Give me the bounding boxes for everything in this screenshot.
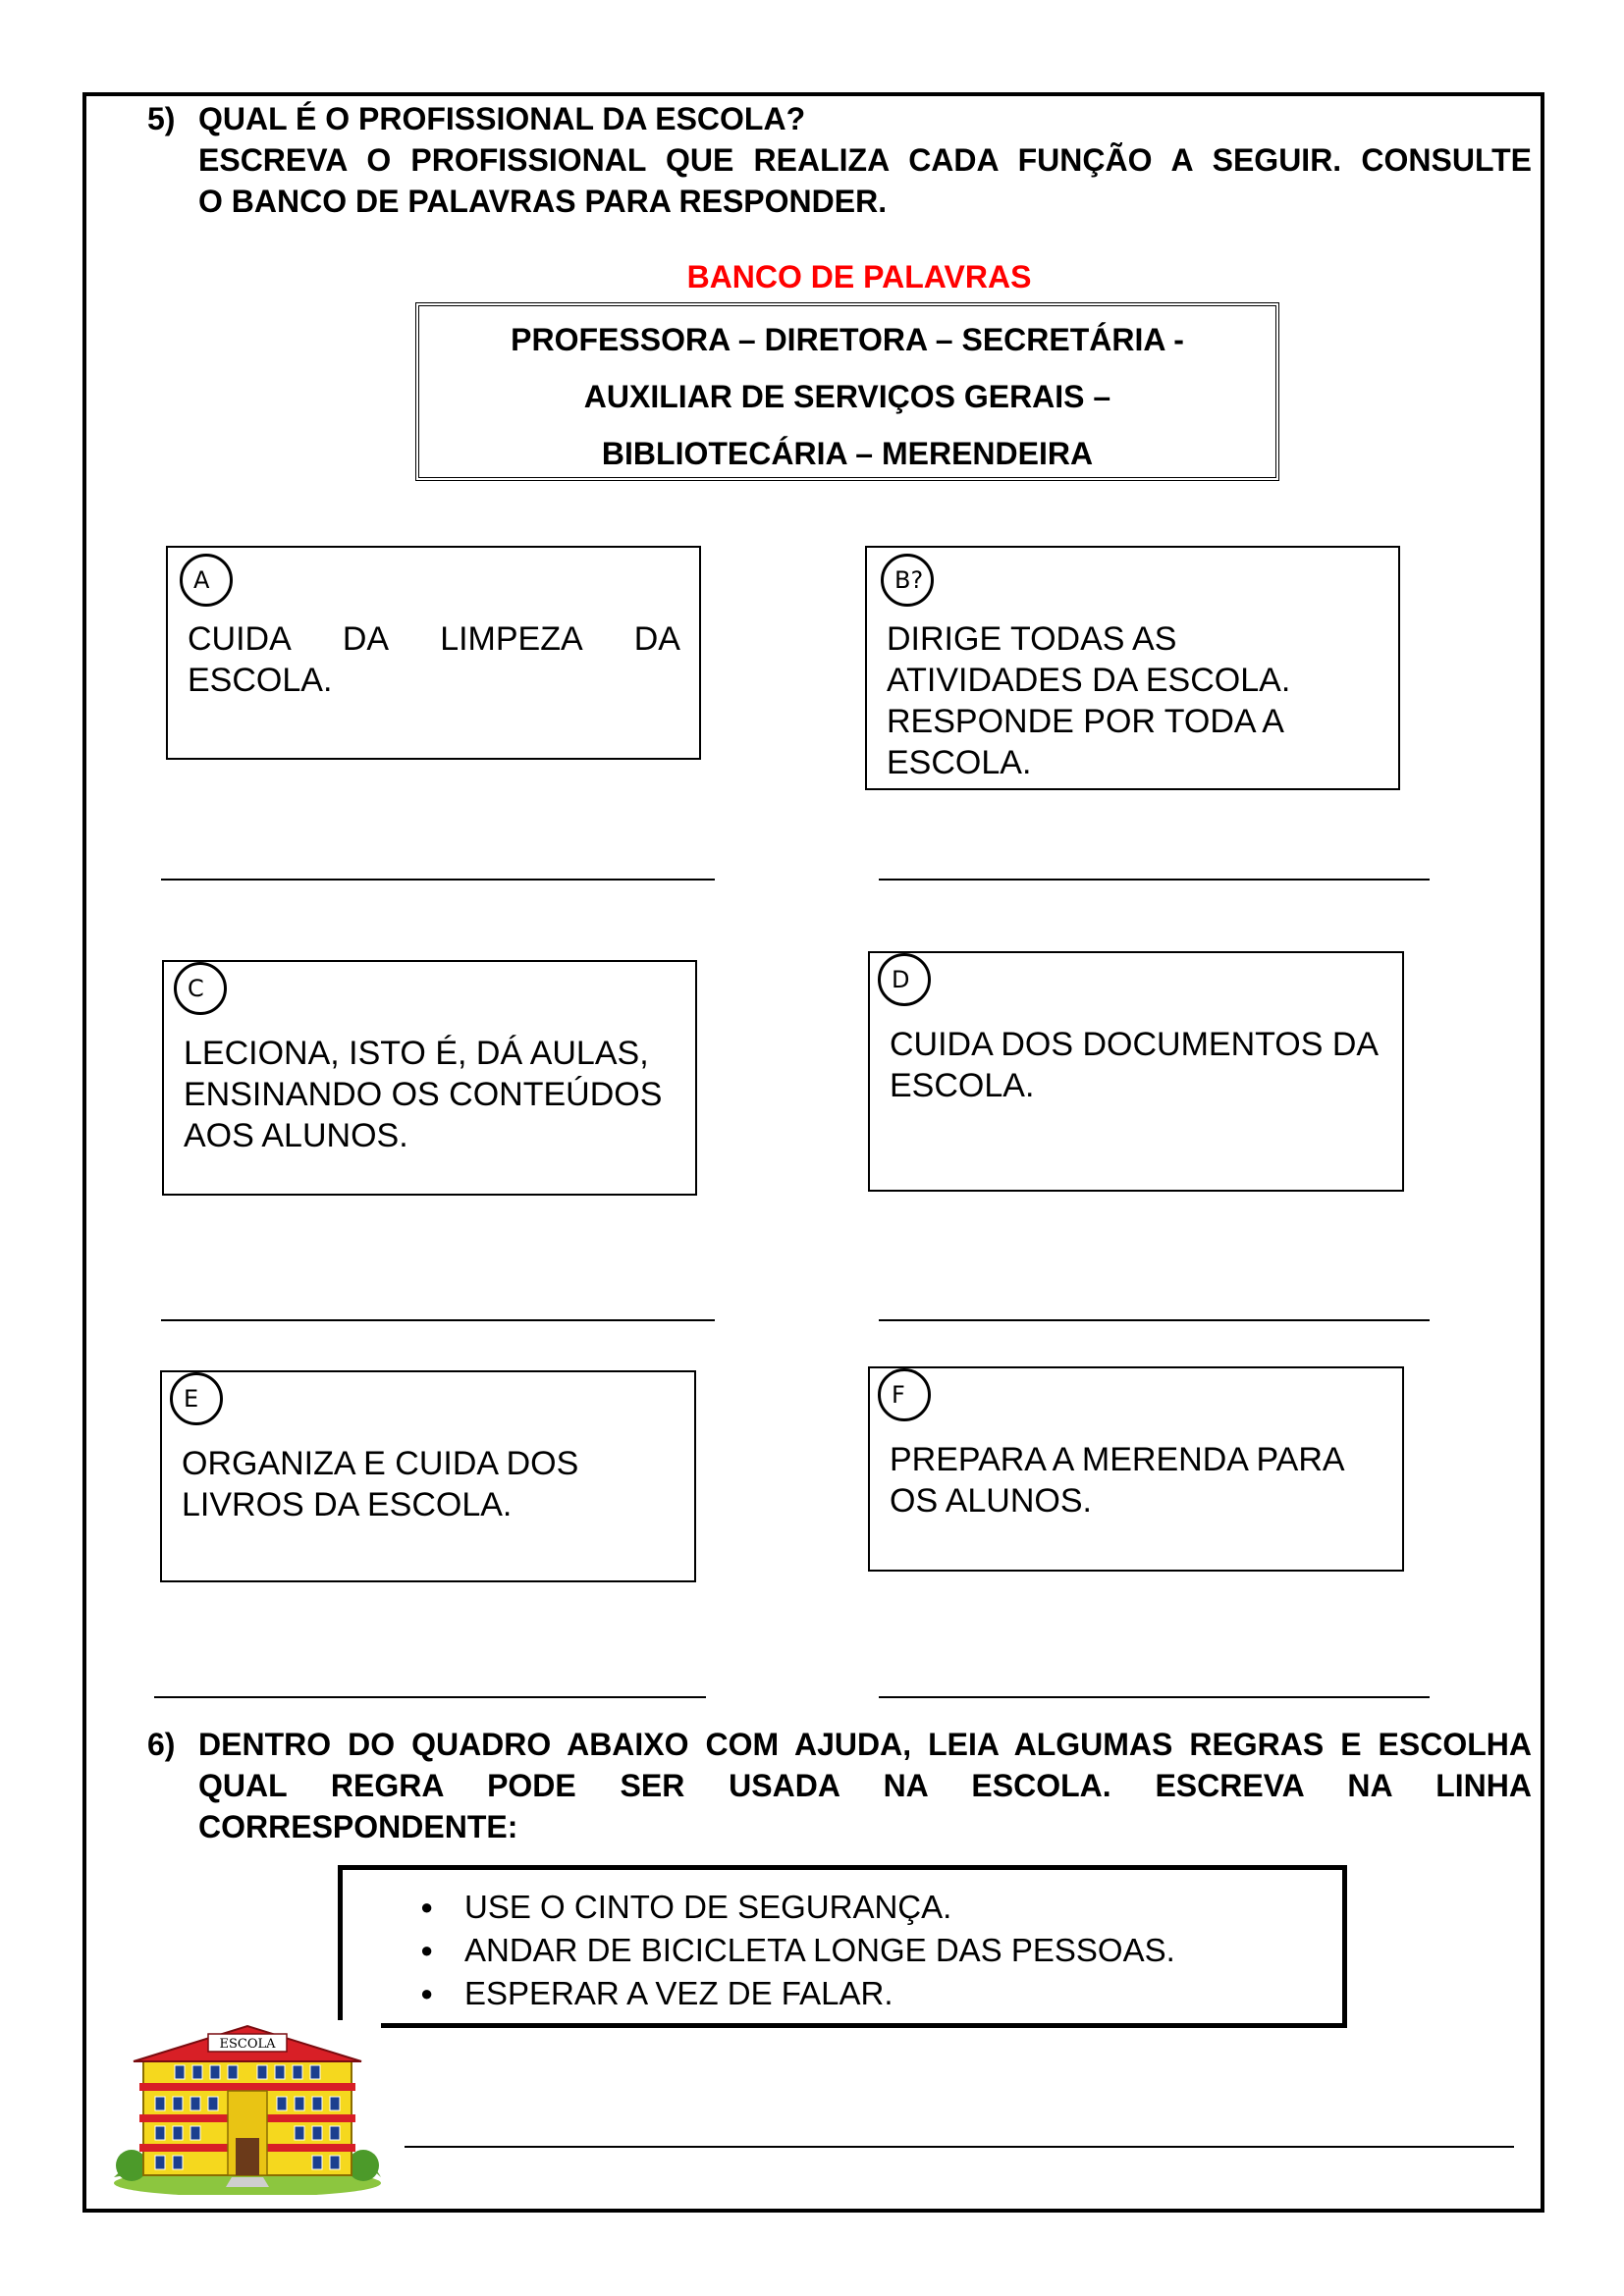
school-building-illustration xyxy=(114,2020,381,2195)
card-text-line: DIRIGE TODAS AS xyxy=(887,620,1177,658)
letter-badge: B? xyxy=(881,554,934,607)
card-text-line: AOS ALUNOS. xyxy=(184,1117,408,1154)
question-number: 5) xyxy=(147,101,176,136)
question-instruction: ESCREVA O PROFISSIONAL QUE REALIZA CADA FUNÇÃO A SEGUIR. CONSULTE xyxy=(198,142,1532,178)
card-text-line: ENSINANDO OS CONTEÚDOS xyxy=(184,1076,663,1113)
letter-badge: D xyxy=(878,953,931,1006)
card-description xyxy=(887,618,1387,783)
rule-item xyxy=(343,1972,1175,2015)
card-description xyxy=(890,1439,1395,1522)
rule-text: ANDAR DE BICICLETA LONGE DAS PESSOAS. xyxy=(464,1932,1175,1968)
answer-line-a[interactable] xyxy=(161,879,715,881)
card-text-line: LECIONA, ISTO É, DÁ AULAS, xyxy=(184,1035,649,1072)
card-description xyxy=(890,1024,1395,1106)
card-description xyxy=(184,1033,684,1156)
word-bank-line: AUXILIAR DE SERVIÇOS GERAIS – xyxy=(583,379,1111,414)
word-bank-title: BANCO DE PALAVRAS xyxy=(686,259,1032,294)
word-bank-line: BIBLIOTECÁRIA – MERENDEIRA xyxy=(601,436,1094,471)
card-e xyxy=(160,1370,696,1582)
word-bank-box xyxy=(415,302,1279,481)
letter-badge: C xyxy=(174,962,227,1015)
card-a xyxy=(166,546,701,760)
answer-line-d[interactable] xyxy=(879,1319,1430,1321)
school-sign: ESCOLA xyxy=(219,2037,276,2052)
rules-box xyxy=(338,1865,1347,2028)
bullet-icon: ● xyxy=(420,1895,434,1919)
rule-text: ESPERAR A VEZ DE FALAR. xyxy=(464,1975,893,2011)
card-description xyxy=(188,618,680,701)
answer-line-c[interactable] xyxy=(161,1319,715,1321)
question-title: QUAL É O PROFISSIONAL DA ESCOLA? xyxy=(198,101,806,136)
rule-answer-line[interactable] xyxy=(405,2146,1514,2148)
card-c xyxy=(162,960,697,1196)
letter-badge: A xyxy=(180,554,233,607)
card-f xyxy=(868,1366,1404,1572)
bullet-icon: ● xyxy=(420,1938,434,1962)
answer-line-f[interactable] xyxy=(879,1696,1430,1698)
card-text-line: ATIVIDADES DA ESCOLA. xyxy=(887,662,1291,699)
question-instruction-end: O BANCO DE PALAVRAS PARA RESPONDER. xyxy=(198,184,888,219)
question-instruction: DENTRO DO QUADRO ABAIXO COM AJUDA, LEIA ALGUMAS REGRAS E ESCOLHA xyxy=(198,1727,1532,1762)
card-text-line: CUIDA DA LIMPEZA DA xyxy=(188,620,680,658)
question-instruction-end: CORRESPONDENTE: xyxy=(198,1809,518,1844)
card-text-line: CUIDA DOS DOCUMENTOS DA xyxy=(890,1026,1380,1063)
card-description xyxy=(182,1443,682,1525)
rule-item xyxy=(343,1929,1175,1972)
rules-list xyxy=(343,1886,1175,2015)
card-text-line: ORGANIZA E CUIDA DOS xyxy=(182,1445,579,1482)
card-text-line: OS ALUNOS. xyxy=(890,1482,1092,1520)
rule-text: USE O CINTO DE SEGURANÇA. xyxy=(464,1889,952,1925)
answer-line-b[interactable] xyxy=(879,879,1430,881)
card-text-line: ESCOLA. xyxy=(887,744,1032,781)
answer-line-e[interactable] xyxy=(154,1696,706,1698)
card-text-line: PREPARA A MERENDA PARA xyxy=(890,1441,1345,1478)
card-text-line: LIVROS DA ESCOLA. xyxy=(182,1486,513,1523)
card-text-line: ESCOLA. xyxy=(188,662,333,699)
card-text-line: ESCOLA. xyxy=(890,1067,1035,1104)
card-d xyxy=(868,951,1404,1192)
bullet-icon: ● xyxy=(420,1981,434,2005)
rule-item xyxy=(343,1886,1175,1929)
word-bank-line: PROFESSORA – DIRETORA – SECRETÁRIA - xyxy=(511,322,1184,357)
letter-badge: E xyxy=(170,1372,223,1425)
question-number: 6) xyxy=(147,1727,176,1762)
card-b xyxy=(865,546,1400,790)
question-instruction: QUAL REGRA PODE SER USADA NA ESCOLA. ESCREVA NA LINHA xyxy=(198,1768,1532,1803)
letter-badge: F xyxy=(878,1368,931,1421)
card-text-line: RESPONDE POR TODA A xyxy=(887,703,1284,740)
